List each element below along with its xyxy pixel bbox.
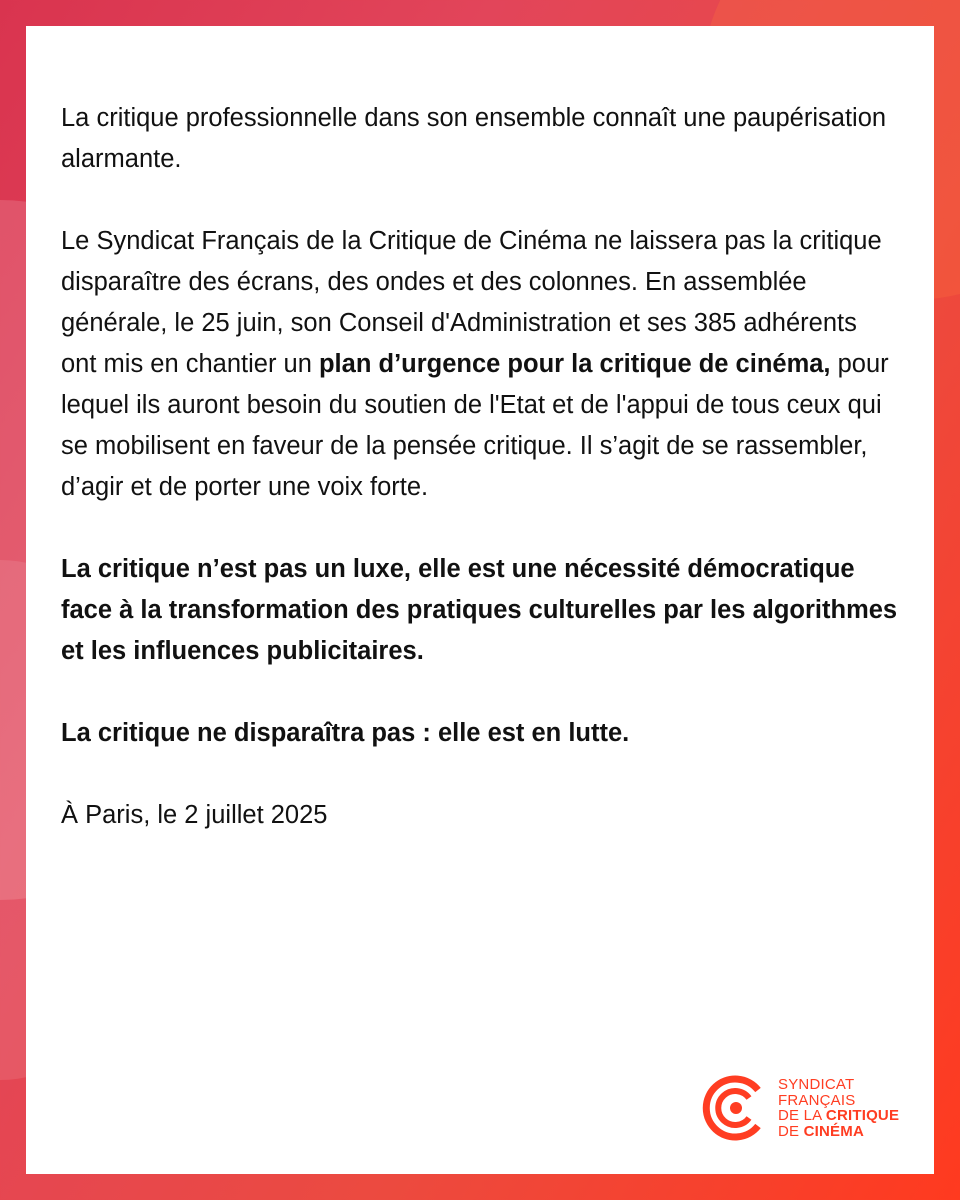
- statement-card: [26, 26, 934, 1174]
- paragraph-struggle: La critique ne disparaîtra pas : elle est en lutte.: [61, 719, 630, 747]
- sfcc-logo: [702, 1074, 899, 1142]
- logo-line-light: DE LA: [778, 1107, 826, 1124]
- paragraph-necessity: La critique n’est pas un luxe, elle est une nécessité démocratique face à la transformation des pratiques culturelles par les algorithmes et les influences publicitaires.: [61, 555, 898, 665]
- logo-line-light: DE: [778, 1122, 804, 1140]
- logo-line: FRANÇAIS: [778, 1091, 856, 1109]
- statement-text: [61, 98, 899, 877]
- paragraph-plan-part-2: pour lequel ils auront besoin du soutien de l'Etat et de l'appui de tous ceux qui se mobilisent en faveur de la pensée critique. Il s’agit de se rassembler, d’agir et de porter une voix forte.: [61, 350, 889, 501]
- paragraph-intro: La critique professionnelle dans son ensemble connaît une paupérisation alarmante.: [61, 104, 887, 173]
- paragraph-plan: [61, 221, 899, 508]
- logo-line-bold: CRITIQUE: [825, 1107, 900, 1124]
- sfcc-logo-wordmark: [778, 1077, 899, 1139]
- paragraph-plan-part-1: Le Syndicat Français de la Critique de Cinéma ne laissera pas la critique disparaître des écrans, des ondes et des colonnes. En assemblée générale, le 25 juin, son Conseil d'Administration et ses 385 adhérents ont mis en chantier un: [61, 227, 882, 378]
- logo-line: [778, 1124, 899, 1140]
- sfcc-logo-icon: [702, 1074, 770, 1142]
- logo-line-bold: CINÉMA: [803, 1122, 864, 1140]
- logo-line: SYNDICAT: [778, 1076, 855, 1093]
- logo-line: [778, 1108, 899, 1124]
- plan-urgence-highlight: plan d’urgence pour la critique de cinéma,: [318, 350, 831, 378]
- signature-date: À Paris, le 2 juillet 2025: [61, 801, 328, 829]
